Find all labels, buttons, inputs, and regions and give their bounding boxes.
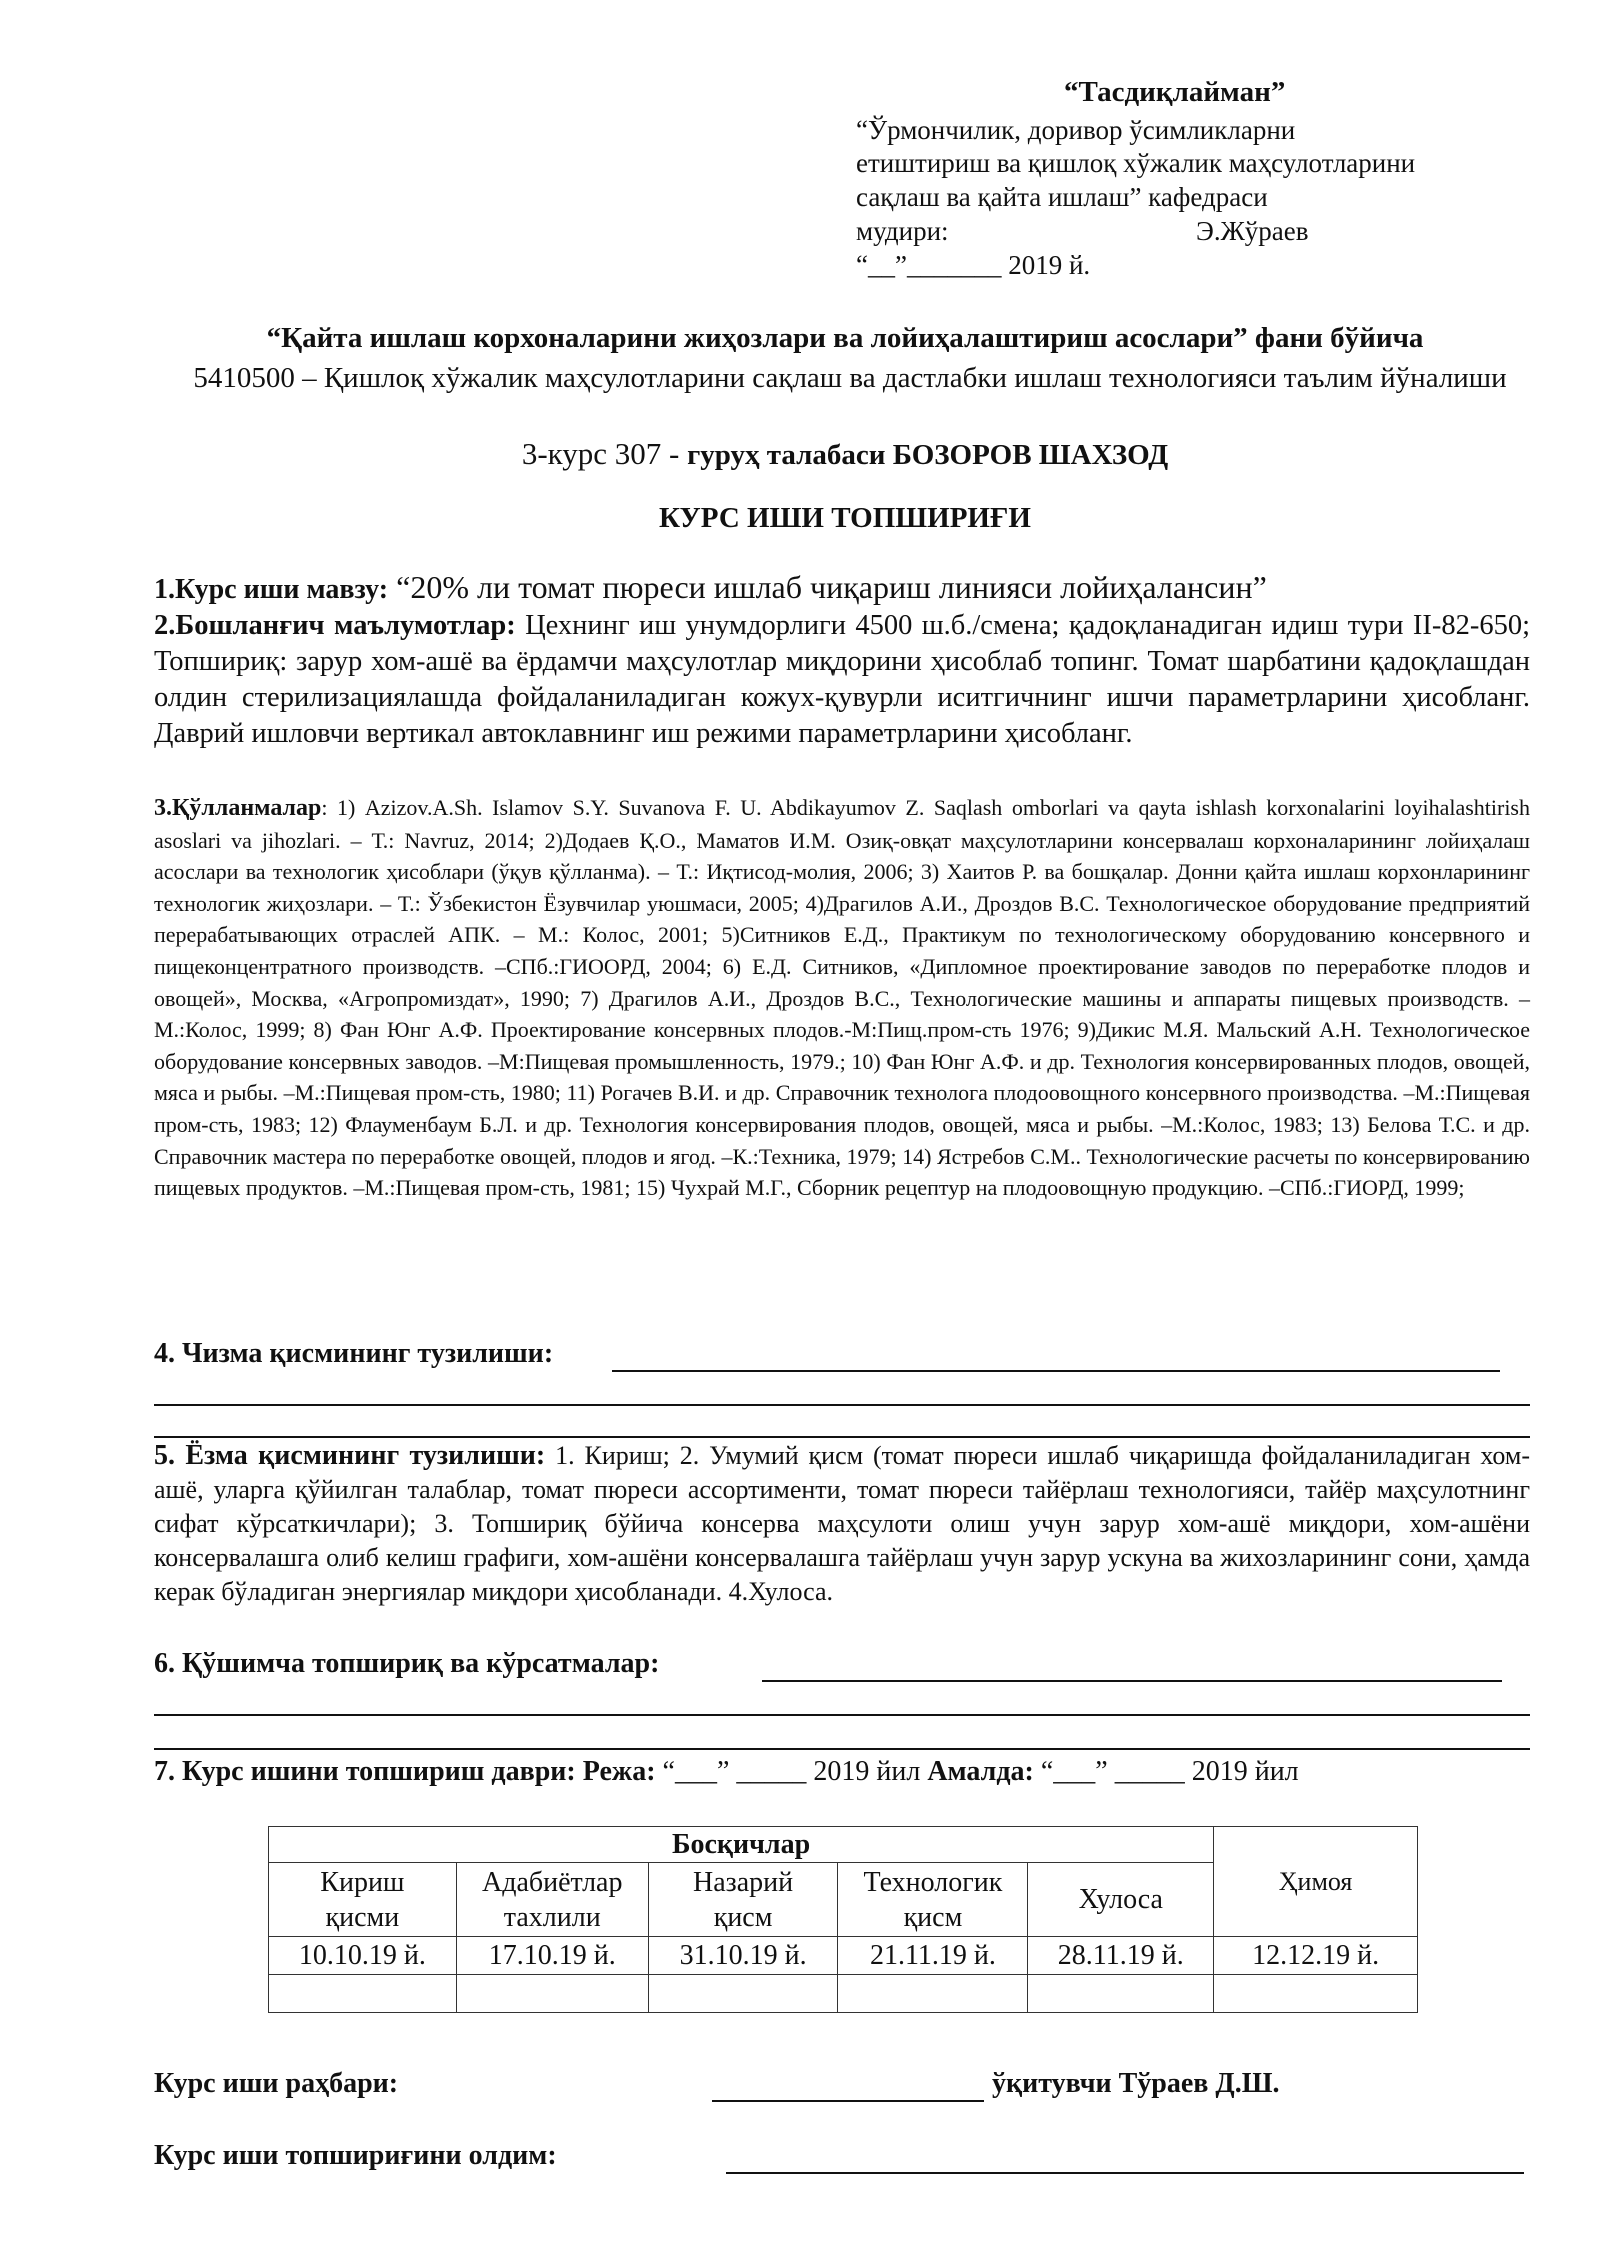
approval-head-label: мудири: bbox=[856, 216, 949, 246]
submission-actual-label: Амалда: bbox=[927, 1756, 1034, 1787]
approval-head-name: Э.Жўраев bbox=[1196, 216, 1309, 246]
page-heading: КУРС ИШИ ТОПШИРИҒИ bbox=[659, 502, 1031, 534]
stage-date-2: 17.10.19 й. bbox=[456, 1937, 648, 1975]
received-label: Курс иши топшириғини олдим: bbox=[154, 2140, 557, 2171]
student-group bbox=[150, 436, 1540, 472]
stage-mark-4 bbox=[838, 1975, 1028, 2013]
item-topic-label: 1.Курс иши мавзу: bbox=[154, 574, 389, 605]
item-references bbox=[154, 792, 1530, 1204]
item-topic-text: “20% ли томат пюреси ишлаб чиқариш линияси лойиҳалансин” bbox=[396, 569, 1267, 605]
subject-title: “Қайта ишлаш корхоналарини жиҳозлари ва лойиҳалаштириш асослари” фани бўйича bbox=[266, 322, 1424, 354]
stage-header-5: Хулоса bbox=[1028, 1863, 1214, 1937]
approval-date: “__”_______ 2019 й. bbox=[856, 250, 1091, 280]
item-topic bbox=[154, 568, 1530, 609]
additional-underline-3 bbox=[154, 1748, 1530, 1750]
submission-actual-date: “___” _____ 2019 йил bbox=[1033, 1756, 1299, 1787]
stage-date-1: 10.10.19 й. bbox=[269, 1937, 457, 1975]
drawing-underline-2 bbox=[154, 1404, 1530, 1406]
stage-header-1: Кириш қисми bbox=[269, 1863, 457, 1937]
stages-group-header: Босқичлар bbox=[269, 1827, 1214, 1863]
supervisor-signature-line bbox=[712, 2100, 984, 2102]
course-number: 3-курс 307 - bbox=[521, 436, 680, 471]
stage-mark-5 bbox=[1028, 1975, 1214, 2013]
item-references-text: : 1) Azizov.A.Sh. Islamov S.Y. Suvanova F. U. Abdikayumov Z. Saqlash omborlari va qayta ishlash korxonalarini loyihalashtirish asoslari va jihozlari. – Т.: Navruz, 2014; 2)Додаев Қ.О., Маматов И.М. Озиқ-овқат маҳсулотларини консервалаш корхоналарининг лойиҳалаш асослари ва технологик ҳисоблари (ўқув қўлланма). – Т.: Иқтисод-молия, 2006; 3) Хаитов Р. ва бошқалар. Донни қайта ишлаш корхонларининг технологик жиҳозлари. – Т.: Ўзбекистон Ёзувчилар уюшмаси, 2005; 4)Драгилов А.И., Дроздов В.С. Технологическое оборудование предприятий перерабатывающих отраслей АПК. – М.: Колос, 2001; 5)Ситников Е.Д., Практикум по технологическому оборудованию консервного и пищеконцентратного производств. –СПб.:ГИООРД, 2004; 6) Е.Д. Ситников, «Дипломное проектирование заводов по переработке плодов и овощей», Москва, «Агропромиздат», 1990; 7) Драгилов А.И., Дроздов В.С., Технологические машины и аппараты пищевых производств. –М.:Колос, 1999; 8) Фан Юнг А.Ф. Проектирование консервных плодов.-М:Пищ.пром-сть 1976; 9)Дикис М.Я. Мальский А.Н. Технологическое оборудование консервных заводов. –М:Пищевая промышленность, 1979.; 10) Фан Юнг А.Ф. и др. Технология консервированных плодов, овощей, мяса и рыбы. –М.:Пищевая пром-сть, 1980; 11) Рогачев В.И. и др. Справочник технолога плодоовощного консервного производства. –М.:Пищевая пром-сть, 1983; 12) Флауменбаум Б.Л. и др. Технология консервирования плодов, овощей, мяса и рыбы. –М.:Колос, 1983; 13) Белова Т.С. и др. Справочник мастера по переработке овощей, плодов и ягод. –К.:Техника, 1979; 14) Ястребов С.М.. Технологические расчеты по консервированию пищевых продуктов. –М.:Пищевая пром-сть, 1981; 15) Чухрай М.Г., Сборник рецептур на плодоовощную продукцию. –СПб.:ГИОРД, 1999; bbox=[154, 795, 1530, 1201]
item-submission-period bbox=[154, 1756, 1530, 1788]
item-written-part bbox=[154, 1439, 1530, 1609]
item-initial-data-text: Цехнинг иш унумдорлиги 4500 ш.б./смена; қадоқланадиган идиш тури II-82-650; Топшириқ: зарур хом-ашё ва ёрдамчи маҳсулотлар миқдорини ҳисоблаб топинг. Томат шарбатини қадоқлашдан олдин стерилизациялашда фойдаланиладиган кожух-қувурли иситгичнинг ишчи параметрларини ҳисобланг. Даврий ишловчи вертикал автоклавнинг иш режими параметрларини ҳисобланг. bbox=[154, 610, 1531, 749]
supervisor-label: Курс иши раҳбари: bbox=[154, 2068, 399, 2099]
defense-date: 12.12.19 й. bbox=[1214, 1937, 1418, 1975]
item-drawing-label: 4. Чизма қисмининг тузилиши: bbox=[154, 1338, 554, 1369]
approval-line-3: сақлаш ва қайта ишлаш” кафедраси bbox=[856, 182, 1268, 212]
item-initial-data bbox=[154, 608, 1530, 752]
approval-line-2: етиштириш ва қишлоқ хўжалик маҳсулотларини bbox=[856, 148, 1416, 178]
stage-mark-2 bbox=[456, 1975, 648, 2013]
item-written-part-label: 5. Ёзма қисмининг тузилиши: bbox=[154, 1440, 546, 1471]
defense-header: Ҳимоя bbox=[1214, 1827, 1418, 1937]
stage-mark-3 bbox=[648, 1975, 838, 2013]
stage-header-2: Адабиётлар тахлили bbox=[456, 1863, 648, 1937]
direction-text: 5410500 – Қишлоқ хўжалик маҳсулотларини сақлаш ва дастлабки ишлаш технологияси таълим йўналиши bbox=[193, 362, 1507, 394]
drawing-underline-1 bbox=[612, 1370, 1500, 1372]
stage-mark-1 bbox=[269, 1975, 457, 2013]
stage-date-4: 21.11.19 й. bbox=[838, 1937, 1028, 1975]
drawing-underline-3 bbox=[154, 1436, 1530, 1438]
defense-mark bbox=[1214, 1975, 1418, 2013]
stage-date-3: 31.10.19 й. bbox=[648, 1937, 838, 1975]
submission-plan-label: 7. Курс ишини топшириш даври: Режа: bbox=[154, 1756, 656, 1787]
received-signature-line bbox=[726, 2172, 1524, 2174]
additional-underline-1 bbox=[762, 1680, 1502, 1682]
stage-date-5: 28.11.19 й. bbox=[1028, 1937, 1214, 1975]
item-written-part-text: 1. Кириш; 2. Умумий қисм (томат пюреси ишлаб чиқаришда фойдаланиладиган хом-ашё, уларга қўйилган талаблар, томат пюреси ассортименти, томат пюреси тайёрлаш технологияси, тайёр маҳсулотнинг сифат кўрсаткичлари); 3. Топшириқ бўйича консерва маҳсулоти олиш учун зарур хом-ашё миқдори, хом-ашёни консервалашга олиб келиш графиги, хом-ашёни консервалашга тайёрлаш учун зарур ускуна ва жихозларининг сони, ҳамда керак бўладиган энергиялар миқдори ҳисобланади. 4.Хулоса. bbox=[154, 1441, 1530, 1606]
submission-plan-date: “___” _____ 2019 йил bbox=[655, 1756, 928, 1787]
stage-header-4: Технологик қисм bbox=[838, 1863, 1028, 1937]
additional-underline-2 bbox=[154, 1714, 1530, 1716]
stages-table bbox=[268, 1826, 1418, 2013]
item-references-label: 3.Қўлланмалар bbox=[154, 795, 322, 821]
supervisor-name: ўқитувчи Тўраев Д.Ш. bbox=[992, 2068, 1280, 2099]
item-initial-data-label: 2.Бошланғич маълумотлар: bbox=[154, 610, 516, 641]
approval-title: “Тасдиқлайман” bbox=[1064, 76, 1286, 108]
student-name: гуруҳ талабаси БОЗОРОВ ШАХЗОД bbox=[687, 439, 1169, 471]
item-additional-label: 6. Қўшимча топшириқ ва кўрсатмалар: bbox=[154, 1648, 660, 1679]
stage-header-3: Назарий қисм bbox=[648, 1863, 838, 1937]
approval-line-1: “Ўрмончилик, доривор ўсимликларни bbox=[856, 115, 1296, 145]
